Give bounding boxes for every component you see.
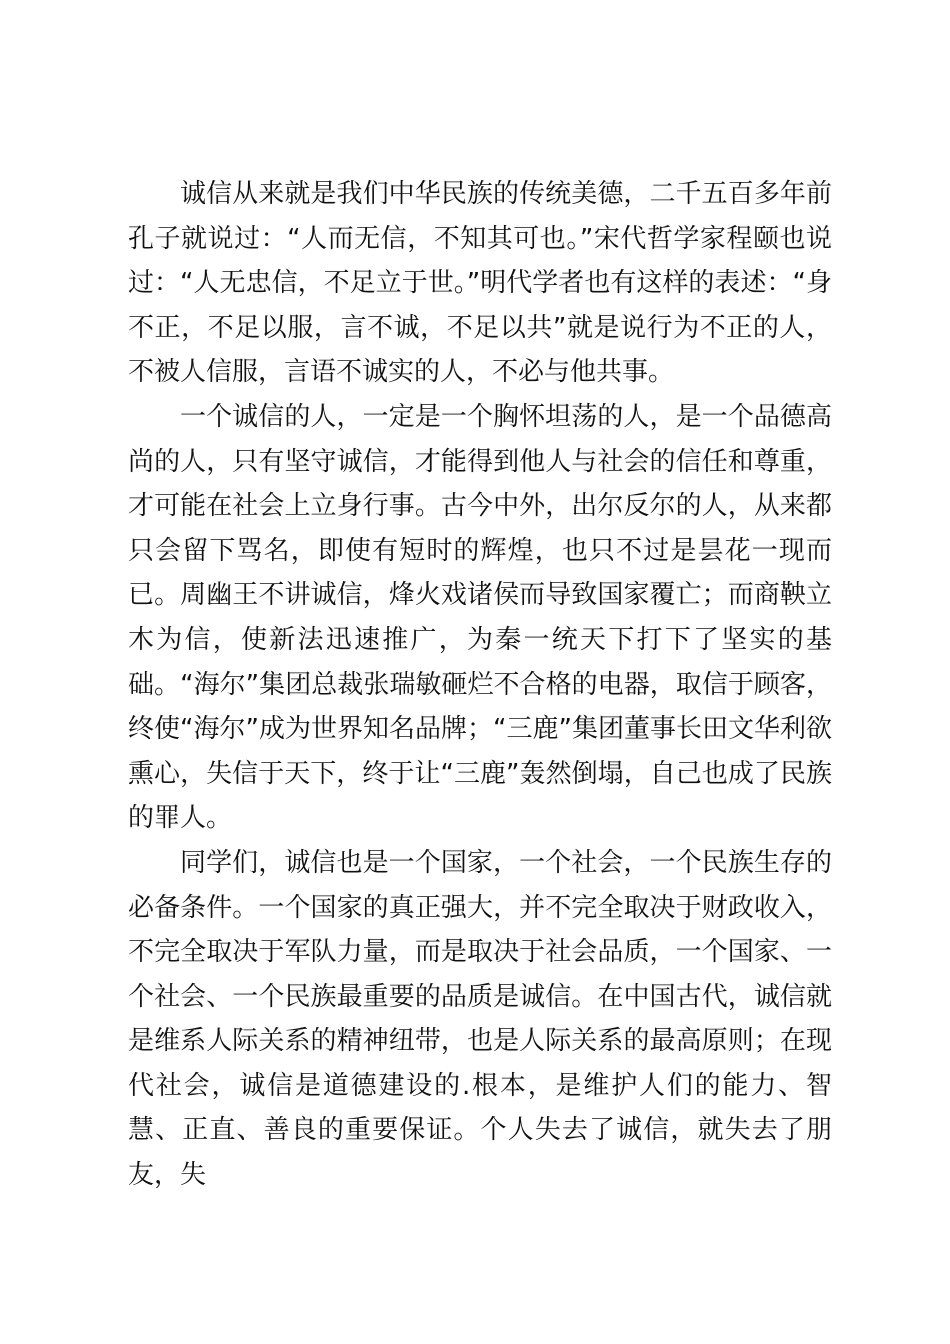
paragraph-1: 诚信从来就是我们中华民族的传统美德，二千五百多年前孔子就说过：“人而无信，不知其可也。”宋代哲学家程颐也说过：“人无忠信，不足立于世。”明代学者也有这样的表述：“身不正，不足以服，言不诚，不足以共”就是说行为不正的人，不被人信服，言语不诚实的人，不必与他共事。 xyxy=(128,179,832,388)
paragraph-3: 同学们，诚信也是一个国家，一个社会，一个民族生存的必备条件。一个国家的真正强大，并不完全取决于财政收入，不完全取决于军队力量，而是取决于社会品质，一个国家、一个社会、一个民族最重要的品质是诚信。在中国古代，诚信就是维系人际关系的精神纽带，也是人际关系的最高原则；在现代社会，诚信是道德建设的.根本，是维护人们的能力、智慧、正直、善良的重要保证。个人失去了诚信，就失去了朋友，失 xyxy=(128,847,832,1191)
paragraph-2: 一个诚信的人，一定是一个胸怀坦荡的人，是一个品德高尚的人，只有坚守诚信，才能得到他人与社会的信任和尊重，才可能在社会上立身行事。古今中外，出尔反尔的人，从来都只会留下骂名，即使有短时的辉煌，也只不过是昙花一现而已。周幽王不讲诚信，烽火戏诸侯而导致国家覆亡；而商鞅立木为信，使新法迅速推广，为秦一统天下打下了坚实的基础。“海尔”集团总裁张瑞敏砸烂不合格的电器，取信于顾客，终使“海尔”成为世界知名品牌；“三鹿”集团董事长田文华利欲熏心，失信于天下，终于让“三鹿”轰然倒塌，自己也成了民族的罪人。 xyxy=(128,401,832,834)
document-page xyxy=(128,172,832,1198)
